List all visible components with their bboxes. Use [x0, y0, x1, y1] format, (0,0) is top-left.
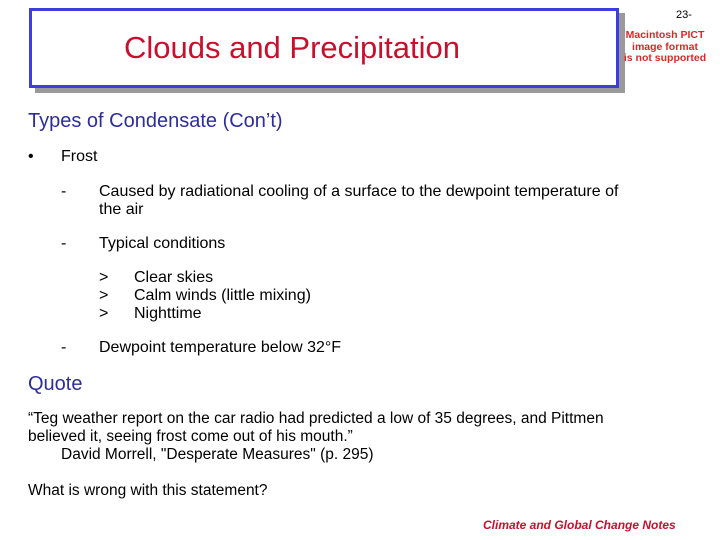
- image-placeholder: [622, 30, 708, 80]
- condition-item: Nighttime: [134, 305, 202, 322]
- slide-number: 23-: [676, 9, 692, 21]
- quote-line: “Teg weather report on the car radio had predicted a low of 35 degrees, and Pittmen: [28, 410, 604, 427]
- footer-notes: Climate and Global Change Notes: [483, 518, 676, 532]
- quote-attribution: David Morrell, "Desperate Measures" (p. 295): [61, 446, 374, 463]
- bullet-marker: •: [28, 148, 34, 165]
- dash-marker: -: [61, 235, 67, 252]
- condition-item: Calm winds (little mixing): [134, 287, 311, 304]
- arrow-marker: >: [99, 305, 109, 322]
- image-placeholder-line: is not supported: [623, 52, 707, 64]
- point-text: Typical conditions: [99, 235, 226, 252]
- dash-marker: -: [61, 339, 67, 356]
- topic-frost: Frost: [61, 148, 98, 165]
- condition-item: Clear skies: [134, 269, 214, 286]
- arrow-marker: >: [99, 269, 109, 286]
- section-heading: Types of Condensate (Con’t): [28, 110, 283, 132]
- image-placeholder-line: Macintosh PICT: [625, 29, 705, 41]
- point-text: the air: [99, 201, 144, 218]
- dash-marker: -: [61, 183, 67, 200]
- title-box: [29, 8, 619, 88]
- arrow-marker: >: [99, 287, 109, 304]
- slide-title: Clouds and Precipitation: [123, 30, 461, 65]
- quote-line: believed it, seeing frost come out of his mouth.”: [28, 428, 353, 445]
- image-placeholder-line: image format: [632, 40, 698, 53]
- point-text: Dewpoint temperature below 32°F: [99, 339, 342, 356]
- question-text: What is wrong with this statement?: [28, 482, 268, 499]
- quote-block: [28, 410, 718, 464]
- quote-heading: Quote: [28, 373, 83, 395]
- point-text: Caused by radiational cooling of a surface to the dewpoint temperature of: [99, 183, 619, 200]
